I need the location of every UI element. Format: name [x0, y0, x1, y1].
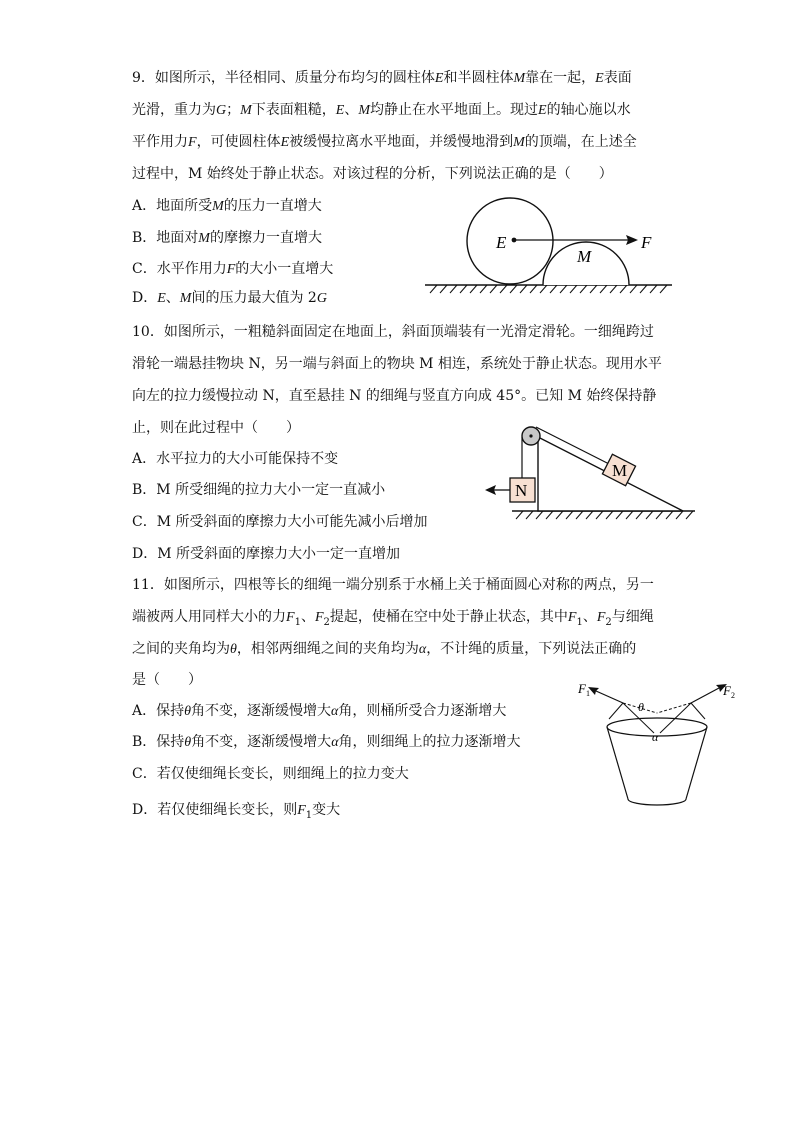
q11-bucket-bottom: [628, 799, 686, 805]
q10-line-3: 向左的拉力缓慢拉动 N，直至悬挂 N 的细绳与竖直方向成 45°。已知 M 始终保持静: [132, 388, 657, 404]
q9-line-3: 平作用力F，可使圆柱体E被缓慢拉离水平地面，并缓慢地滑到M的顶端，在上述全: [132, 134, 637, 150]
q9-option-b: B．地面对M的摩擦力一直增大: [132, 230, 322, 246]
q9-label-m: M: [577, 247, 592, 266]
q11-force-f1-arrow: [596, 691, 623, 703]
q10-option-b: B．M 所受细绳的拉力大小一定一直减小: [132, 482, 386, 498]
q10-line-1: 10．如图所示，一粗糙斜面固定在地面上，斜面顶端装有一光滑定滑轮。一细绳跨过: [132, 324, 654, 340]
q11-label-f2: $F_2$: [723, 683, 735, 700]
q11-line-2: 端被两人用同样大小的力$F_1$、$F_2$提起，使桶在空中处于静止状态，其中$F_1$、$F_2$与细绳: [132, 609, 654, 628]
q11-option-d: D．若仅使细绳长变长，则$F_1$变大: [132, 802, 341, 821]
q9-label-f: F: [641, 233, 652, 252]
q9-line-1: 9．如图所示，半径相同、质量分布均匀的圆柱体E和半圆柱体M靠在一起，E表面: [132, 70, 632, 86]
q10-option-c: C．M 所受斜面的摩擦力大小可能先减小后增加: [132, 514, 428, 530]
q10-label-n: N: [515, 481, 528, 500]
q9-line-4: 过程中，M 始终处于静止状态。对该过程的分析，下列说法正确的是（ ）: [132, 166, 613, 182]
q9-option-d: D．E、M间的压力最大值为 2G: [132, 290, 327, 306]
q11-line-4: 是（ ）: [132, 672, 202, 688]
q11-bucket-left-side: [607, 727, 628, 799]
q11-label-theta: θ: [638, 700, 644, 714]
q11-option-a: A．保持θ角不变，逐渐缓慢增大α角，则桶所受合力逐渐增大: [132, 703, 507, 719]
q11-bucket-right-side: [686, 727, 707, 799]
q11-force-f2-arrow: [691, 688, 719, 703]
q9-label-e: E: [496, 233, 507, 252]
q11-option-b: B．保持θ角不变，逐渐缓慢增大α角，则细绳上的拉力逐渐增大: [132, 734, 521, 750]
q11-line-3: 之间的夹角均为θ，相邻两细绳之间的夹角均为α，不计绳的质量，下列说法正确的: [132, 641, 637, 657]
q10-line-4: 止，则在此过程中（ ）: [132, 420, 300, 436]
q9-option-c: C．水平作用力F的大小一直增大: [132, 261, 334, 277]
q10-label-m: M: [612, 461, 628, 480]
q9-line-2: 光滑，重力为G；M下表面粗糙，E、M均静止在水平地面上。现过E的轴心施以水: [132, 102, 631, 118]
q11-label-alpha: α: [652, 730, 659, 744]
q10-line-2: 滑轮一端悬挂物块 N，另一端与斜面上的物块 M 相连，系统处于静止状态。现用水平: [132, 356, 662, 372]
q11-option-c: C．若仅使细绳长变长，则细绳上的拉力变大: [132, 766, 409, 782]
q9-option-a: A．地面所受M的压力一直增大: [132, 198, 322, 214]
q10-option-a: A．水平拉力的大小可能保持不变: [132, 451, 339, 467]
q11-line-1: 11．如图所示，四根等长的细绳一端分别系于水桶上关于桶面圆心对称的两点，另一: [132, 577, 654, 593]
q10-option-d: D．M 所受斜面的摩擦力大小一定一直增加: [132, 546, 401, 562]
q11-label-f1: $F_1$: [578, 681, 590, 698]
